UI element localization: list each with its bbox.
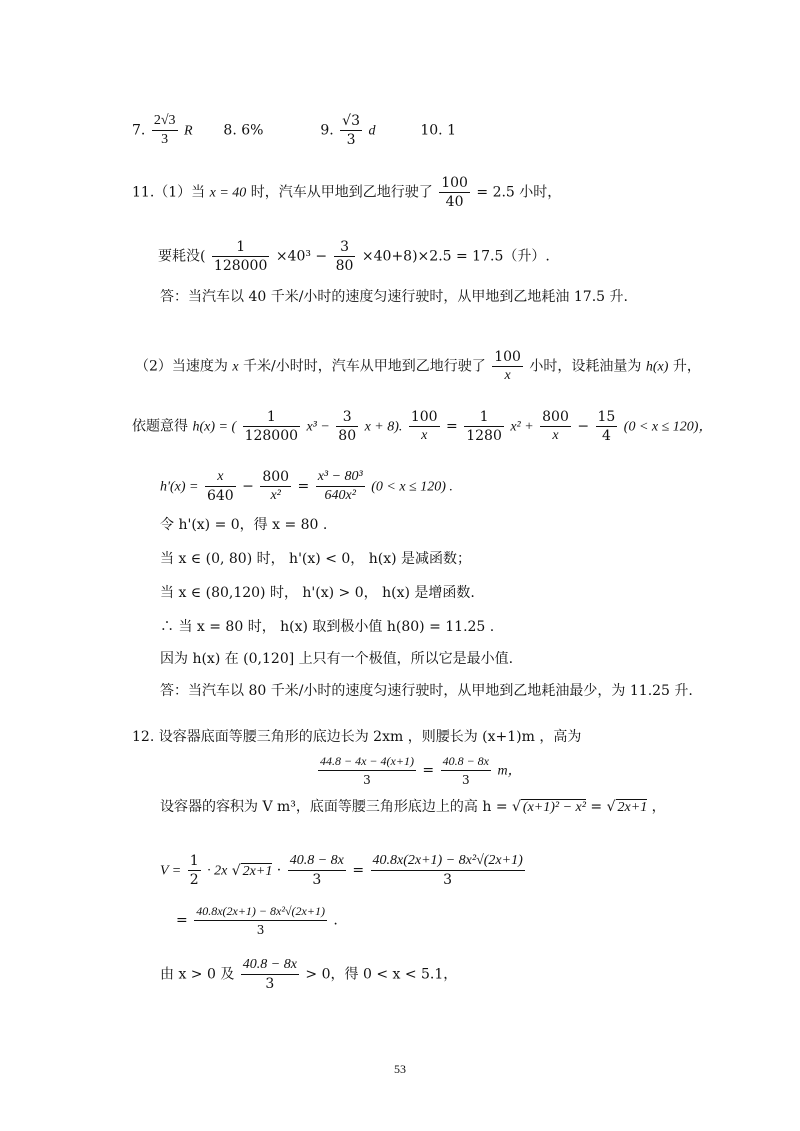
- eq-h: h(x) = (: [192, 419, 237, 435]
- deriv-minus: −: [242, 478, 254, 495]
- q9-fraction: $\frac{√3}{3}$: [342, 113, 360, 148]
- q11-time-result: = 2.5 小时，: [476, 184, 562, 201]
- fuel-fraction-2: $\frac{3}{80}$: [335, 239, 354, 274]
- q11-step-1: 令 h'(x) = 0，得 x = 80 .: [160, 517, 328, 533]
- q9-label: 9.: [320, 122, 334, 139]
- eq-frac-1: $\frac{1}{128000}$: [244, 409, 299, 444]
- deriv-frac-1: $\frac{x}{640}$: [206, 469, 234, 504]
- q7-label: 7.: [132, 122, 146, 139]
- q12-volume-formula: [160, 852, 527, 889]
- V-mid: · 2x: [207, 863, 228, 879]
- eq-prefix: 依题意得: [132, 418, 188, 435]
- deriv-frac-3: $\frac{\text{x³ − 80³}}{\text{640x²}}$: [317, 469, 363, 503]
- eq-term-3: =: [446, 418, 458, 435]
- p2-text: 千米/小时时，汽车从甲地到乙地行驶了: [243, 358, 486, 375]
- q11-part2-line: [135, 348, 701, 385]
- q12-condition: [160, 956, 457, 993]
- eq-frac-3: $\frac{100}{x}$: [410, 409, 438, 443]
- p2-fraction: $\frac{100}{x}$: [494, 349, 521, 383]
- height-eq: =: [422, 762, 435, 779]
- q11-answer-1: 答：当汽车以 40 千米/小时的速度匀速行驶时，从甲地到乙地耗油 17.5 升.: [160, 289, 628, 305]
- q10-answer: 10. 1: [420, 122, 456, 139]
- deriv-frac-2: $\frac{800}{\text{x²}}$: [262, 469, 290, 503]
- q12-volume-simplified: [176, 902, 338, 939]
- height-frac-1: $\frac{44.8 - 4x - 4(x+1)}{3}$: [320, 754, 414, 787]
- q11-step-2: 当 x ∈ (0, 80) 时， h'(x) < 0， h(x) 是减函数；: [160, 551, 472, 567]
- vol-end: ，: [651, 799, 666, 815]
- eq-frac-5: $\frac{800}{x}$: [542, 409, 569, 443]
- fuel-mid-1: ×40³ −: [275, 248, 328, 265]
- V2-frac: $\frac{\text{40.8x(2x+1) − 8x²√(2x+1)}}{3}$: [196, 904, 325, 937]
- eq-term-4: x² +: [510, 419, 534, 435]
- q12-volume-text: [160, 798, 666, 817]
- V-dot: ·: [276, 862, 282, 879]
- deriv-eq: =: [297, 478, 310, 495]
- p2-prefix: （2）当速度为: [135, 358, 228, 375]
- vol-sqrt-2: √ 2x+1: [606, 799, 648, 815]
- answers-row: [132, 112, 456, 149]
- cond-suffix: > 0，得 0 < x < 5.1，: [305, 966, 458, 983]
- p2-h: h(x): [645, 359, 669, 375]
- q11-prefix: 11.（1）当: [132, 184, 206, 201]
- fuel-prefix: 要耗没(: [158, 248, 206, 265]
- eq-frac-4: $\frac{1}{1280}$: [466, 409, 502, 444]
- q7-suffix: R: [183, 123, 193, 139]
- V-half: $\frac{1}{2}$: [189, 853, 199, 888]
- eq-domain: (0 < x ≤ 120)，: [623, 419, 713, 435]
- cond-frac: $\frac{40.8 - 8x}{3}$: [242, 957, 297, 992]
- q11-equation: [132, 408, 712, 445]
- q11-derivative: [160, 468, 453, 505]
- page-number: 53: [394, 1062, 406, 1076]
- V2-eq: =: [176, 912, 188, 929]
- q11-condition: x = 40: [209, 185, 247, 201]
- q12-intro: 12. 设容器底面等腰三角形的底边长为 2xm ，则腰长为 (x+1)m ，高为: [132, 729, 582, 745]
- p2-unit: 升，: [672, 358, 701, 375]
- p2-var: x: [232, 359, 239, 375]
- V-lhs: V =: [160, 863, 182, 879]
- eq-term-1: x³ −: [306, 419, 330, 435]
- q7-fraction: $\frac{2√3}{3}$: [153, 113, 176, 147]
- fuel-mid-2: ×40+8)×2.5 = 17.5（升）.: [361, 248, 550, 265]
- deriv-lhs: h'(x) =: [160, 479, 199, 495]
- q11-step-4: ∴ 当 x = 80 时， h(x) 取到极小值 h(80) = 11.25 .: [160, 619, 495, 635]
- q11-answer-2: 答：当汽车以 80 千米/小时的速度匀速行驶时，从甲地到乙地耗油最少，为 11.25 升.: [160, 683, 693, 699]
- vol-eq: =: [590, 799, 603, 815]
- q11-time-fraction: $\frac{100}{40}$: [441, 175, 468, 210]
- deriv-domain: (0 < x ≤ 120) .: [371, 479, 453, 495]
- q11-fuel-line: [158, 238, 550, 275]
- p2-suffix: 小时，设耗油量为: [529, 358, 642, 375]
- V-eq: =: [352, 862, 365, 879]
- q11-step-3: 当 x ∈ (80,120) 时， h'(x) > 0， h(x) 是增函数.: [160, 585, 475, 601]
- q12-height: [316, 752, 522, 789]
- V-sqrt: √ 2x+1: [231, 862, 273, 879]
- q11-text: 时，汽车从甲地到乙地行驶了: [250, 184, 433, 201]
- eq-term-2: x + 8).: [364, 419, 403, 435]
- q8-answer: 8. 6%: [223, 122, 264, 139]
- q11-part1-line: [132, 174, 561, 211]
- vol-text: 设容器的容积为 V m³，底面等腰三角形底边上的高 h =: [160, 799, 508, 815]
- fuel-fraction-1: $\frac{1}{128000}$: [213, 239, 268, 274]
- cond-prefix: 由 x > 0 及: [160, 966, 235, 983]
- V-frac-2: $\frac{40.8 - 8x}{3}$: [289, 853, 344, 888]
- eq-frac-2: $\frac{3}{80}$: [338, 409, 357, 444]
- height-unit: m，: [497, 763, 522, 779]
- eq-frac-6: $\frac{15}{4}$: [597, 409, 616, 444]
- q9-suffix: d: [368, 123, 376, 139]
- vol-sqrt-1: √ (x+1)² − x²: [512, 799, 586, 815]
- q11-step-5: 因为 h(x) 在 (0,120] 上只有一个极值，所以它是最小值.: [160, 651, 514, 667]
- V2-end: .: [333, 912, 338, 929]
- height-frac-2: $\frac{40.8 - 8x}{3}$: [442, 754, 490, 787]
- V-frac-3: $\frac{\text{40.8x(2x+1) − 8x²√(2x+1)}}{3}$: [372, 853, 523, 888]
- eq-term-5: −: [577, 418, 590, 435]
